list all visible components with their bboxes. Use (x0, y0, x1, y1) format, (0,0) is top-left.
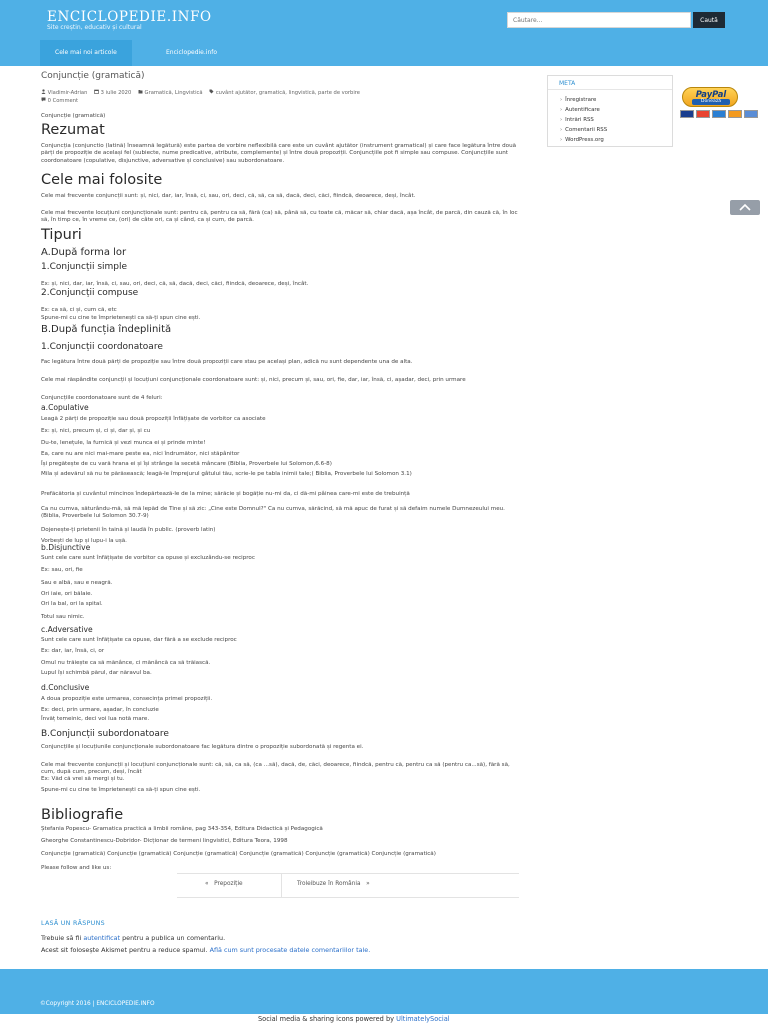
paragraph: Ex: și, nici, dar, iar, însă, ci, sau, ori, deci, că, să, dacă, deci, căci, fiindcă, deoarece, deși, încât. (41, 281, 309, 287)
paragraph: Ex: sau, ori, fie (41, 567, 83, 573)
next-post-title: Troleibuze în România (297, 881, 361, 887)
calendar-icon (94, 90, 101, 96)
post-nav-divider (281, 874, 282, 897)
paragraph: Vorbești de lup și lupu-i la ușă. (41, 538, 127, 544)
next-arrow-icon: » (366, 881, 370, 887)
comment-icon (41, 98, 48, 104)
login-notice-text: Trebuie să fii (41, 934, 84, 942)
discover-card-icon (728, 110, 742, 118)
powered-by-label: Social media & sharing icons powered by (258, 1015, 397, 1023)
search-button[interactable]: Caută (693, 12, 725, 28)
meta-item-label: Comentarii RSS (565, 127, 608, 133)
meta-widget-divider (548, 89, 672, 90)
section-heading: 1.Conjuncții coordonatoare (41, 342, 163, 352)
site-header (0, 0, 768, 66)
akismet-privacy-link[interactable]: Află cum sunt procesate datele comentariilor tale. (209, 946, 371, 954)
chevron-up-icon (739, 204, 751, 211)
paragraph: Leagă 2 părți de propoziție sau două propoziții înfățișate de vorbitor ca asociate (41, 416, 266, 422)
paragraph: Ori iaie, ori bălaie. (41, 591, 93, 597)
paragraph: Fac legătura între două părți de propoziție sau între două propoziții care stau pe același plan, adică nu sunt dependente una de alta. (41, 359, 413, 365)
section-heading: c.Adversative (41, 625, 93, 634)
folder-icon (138, 90, 145, 96)
visa-card-icon (680, 110, 694, 118)
paragraph: Gheorghe Constantinescu-Dobridor- Dicționar de termeni lingvistici, Editura Teora, 1998 (41, 838, 288, 844)
meta-item-login[interactable] (560, 107, 600, 114)
post-navigation (177, 873, 519, 898)
paragraph: Du-te, lenețule, la furnică și vezi munca ei și prinde minte! (41, 440, 206, 446)
paypal-logo: PayPal (695, 89, 727, 99)
paragraph: Conjuncțiile coordonatoare sunt de 4 feluri: (41, 395, 163, 401)
meta-widget-title: META (559, 80, 576, 87)
paragraph: Ex: dar, iar, însă, ci, or (41, 648, 105, 654)
site-footer (0, 969, 768, 1014)
previous-post-title: Prepoziție (214, 881, 243, 887)
paragraph: Cele mai frecvente conjuncții sunt: și, nici, dar, iar, însă, ci, sau, ori, deci, că, să, ca să, dacă, deci, căci, fiindcă, deoarece, deși, încât. (41, 193, 416, 199)
paragraph: Conjuncție (gramatică) (41, 113, 106, 119)
paragraph: Please follow and like us: (41, 865, 112, 871)
login-notice-tail: pentru a publica un comentariu. (120, 934, 226, 942)
site-description: Site creștin, educativ și cultural (47, 24, 142, 31)
scroll-to-top-button[interactable] (730, 200, 760, 215)
section-heading: b.Disjunctive (41, 543, 91, 552)
section-heading: Cele mai folosite (41, 172, 163, 188)
paypal-donate-label: Donează (692, 99, 730, 105)
paragraph: Își pregătește de cu vară hrana ei și își strânge la secetă mâncare (Biblia, Proverbele lui Solomon,6.6-8) (41, 461, 332, 467)
paragraph: Conjuncție (gramatică) Conjuncție (gramatică) Conjuncție (gramatică) Conjuncție (gramatică) Conjuncție (gramatică) Conjuncție (gramatică) (41, 851, 436, 857)
paypal-donate-button[interactable] (678, 87, 762, 117)
section-heading: B.Conjuncții subordonatoare (41, 729, 169, 739)
chevron-right-icon: › (560, 107, 563, 113)
site-title[interactable]: ENCICLOPEDIE.INFO (47, 9, 212, 25)
paragraph: Sau e albă, sau e neagră. (41, 580, 113, 586)
comments-count-line (41, 97, 523, 105)
nav-item-latest-articles[interactable]: Cele mai noi articole (40, 40, 132, 66)
powered-by-text (258, 1015, 450, 1024)
search-input[interactable] (507, 12, 691, 28)
paragraph: Ori la bal, ori la spital. (41, 601, 103, 607)
paragraph: Sunt cele care sunt înfățișate ca opuse, dar fără a se exclude reciproc (41, 637, 237, 643)
paragraph: A doua propoziție este urmarea, consecința primei propoziții. (41, 696, 213, 702)
section-heading: A.După forma lor (41, 247, 127, 258)
chevron-right-icon: › (560, 137, 563, 143)
chevron-right-icon: › (560, 97, 563, 103)
paragraph: Ex: deci, prin urmare, așadar, în concluzie (41, 707, 159, 713)
meta-item-comments-rss[interactable] (560, 127, 607, 134)
post-meta (41, 89, 523, 105)
paypal-badge (682, 87, 738, 107)
tag-icon (209, 90, 216, 96)
comments-count[interactable]: 0 Comment (47, 98, 79, 105)
paragraph: Conjuncția (conjunctio (latină) înseamnă legătură) este partea de vorbire neflexibilă care este un cuvânt ajutător (instrument gramatical) și care face legătura între două părți de propoziție de același fel (subiecte, nume predicative, atribute, complemente) și între două propoziții. Conjuncțiile pot fi simple sau compuse. Conjuncțiile sunt coordonatoare (copulative, disjunctive, adversative și conclusive) sau subordonatoare. (41, 143, 517, 164)
paragraph: Spune-mi cu cine te împrietenești ca să-ți spun cine ești. (41, 315, 201, 321)
paragraph: Mila și adevărul să nu te părăsească; leagă-le împrejurul gâtului tău, scrie-le pe tabla inimii tale;( Biblia, Proverbele lui Solomon 3.1) (41, 471, 412, 477)
paragraph: Ex: și, nici, precum și, ci și, dar și, și cu (41, 428, 151, 434)
paragraph: Cele mai frecvente conjuncții și locuțiuni conjuncționale sunt: că, să, ca să, (ca ...să), dacă, de, căci, deoarece, fiindcă, pentru că, pentru ca să (pentru ca...să), fără să, cum, după cum, precum, deși, încât (41, 762, 510, 776)
chevron-right-icon: › (560, 127, 563, 133)
paragraph: Ex: Văd că vrei să mergi și tu. (41, 776, 125, 782)
meta-item-label: Intrări RSS (565, 117, 594, 123)
section-heading: Rezumat (41, 122, 105, 138)
meta-item-register[interactable] (560, 97, 596, 104)
paragraph: Omul nu trăiește ca să mănânce, ci mănâncă ca să trăiască. (41, 660, 211, 666)
bank-card-icon (744, 110, 758, 118)
post-categories[interactable]: Gramatică, Lingvistică (144, 90, 203, 96)
post-title: Conjuncție (gramatică) (41, 71, 145, 81)
meta-item-label: Autentificare (565, 107, 600, 113)
section-heading: d.Conclusive (41, 683, 90, 692)
post-author[interactable]: Vladimir-Adrian (47, 90, 88, 96)
paragraph: Lupul își schimbă părul, dar năravul ba. (41, 670, 152, 676)
meta-item-label: Înregistrare (565, 97, 597, 103)
section-heading: B.După funcția îndeplinită (41, 324, 172, 335)
paragraph: Ea, care nu are nici mai-mare peste ea, nici îndrumător, nici stăpânitor (41, 451, 240, 457)
paragraph: Totul sau nimic. (41, 614, 85, 620)
paragraph: Învăț temeinic, deci voi lua notă mare. (41, 716, 150, 722)
paragraph: Spune-mi cu cine te împrietenești ca să-ți spun cine ești. (41, 787, 201, 793)
paragraph: Ca nu cumva, săturându-mă, să mă lepăd de Tine și să zic: „Cine este Domnul?" Ca nu cumva, sărăcind, să mă apuc de furat și să defaim numele Dumnezeului meu.(Biblia, Proverbele lui Solomon 30.7-9) (41, 506, 505, 520)
akismet-notice-text: Acest sit folosește Akismet pentru a reduce spamul. (41, 946, 210, 954)
section-heading: 1.Conjuncții simple (41, 262, 128, 272)
prev-arrow-icon: « (205, 881, 209, 887)
post-date[interactable]: 3 iulie 2020 (100, 90, 132, 96)
previous-post-link[interactable] (205, 881, 243, 889)
login-notice (41, 934, 225, 943)
paragraph: Conjuncțiile și locuțiunile conjuncționale subordonatoare fac legătura dintre o propoziție subordonată și regenta ei. (41, 744, 364, 750)
meta-widget (547, 75, 673, 147)
paragraph: Sunt cele care sunt înfățișate de vorbitor ca opuse și excluzându-se reciproc (41, 555, 255, 561)
amex-card-icon (712, 110, 726, 118)
paragraph: Ștefania Popescu- Gramatica practică a limbii române, pag 343-354, Editura Didactică și Pedagogică (41, 826, 323, 832)
meta-item-label: WordPress.org (565, 137, 604, 143)
nav-item-enciclopedie[interactable]: Enciclopedie.info (166, 49, 218, 56)
copyright-text: ©Copyright 2016 | ENCICLOPEDIE.INFO (40, 1001, 155, 1007)
paragraph: Dojenește-ți prietenii în taină și laudă în public. (proverb latin) (41, 527, 216, 533)
paragraph: Cele mai frecvente locuțiuni conjuncționale sunt: pentru că, pentru ca să, fără (ca) să, până să, cu toate că, măcar să, chiar dacă, așa încât, de parcă, din cauză că, în loc să, în timp ce, în vreme ce, (ori) de câte ori, ca și când, ca și cum, de parcă. (41, 210, 518, 224)
mastercard-icon (696, 110, 710, 118)
akismet-notice (41, 946, 370, 955)
next-post-link[interactable] (297, 881, 370, 889)
comments-heading: LASĂ UN RĂSPUNS (41, 920, 105, 927)
section-heading: 2.Conjuncții compuse (41, 288, 139, 298)
user-icon (41, 90, 48, 96)
section-heading: Bibliografie (41, 807, 124, 823)
login-link[interactable]: autentificat (83, 934, 121, 942)
ultimatelysocial-link[interactable]: UltimatelySocial (396, 1015, 450, 1023)
meta-item-wordpress[interactable] (560, 137, 604, 144)
chevron-right-icon: › (560, 117, 563, 123)
paragraph: Prefăcătoria și cuvântul mincinos îndepărtează-le de la mine; sărăcie și bogăție nu-mi da, ci dă-mi pâinea care-mi este de trebuință (41, 491, 410, 497)
meta-item-entries-rss[interactable] (560, 117, 594, 124)
paragraph: Cele mai răspândite conjuncții și locuțiuni conjuncționale coordonatoare sunt: și, nici, precum și, sau, ori, fie, dar, iar, însă, ci, așadar, deci, prin urmare (41, 377, 466, 383)
paragraph: Ex: ca să, ci și, cum că, etc (41, 307, 117, 313)
section-heading: a.Copulative (41, 403, 89, 412)
post-tags[interactable]: cuvânt ajutător, gramatică, lingvistică, parte de vorbire (215, 90, 360, 96)
section-heading: Tipuri (41, 227, 82, 243)
